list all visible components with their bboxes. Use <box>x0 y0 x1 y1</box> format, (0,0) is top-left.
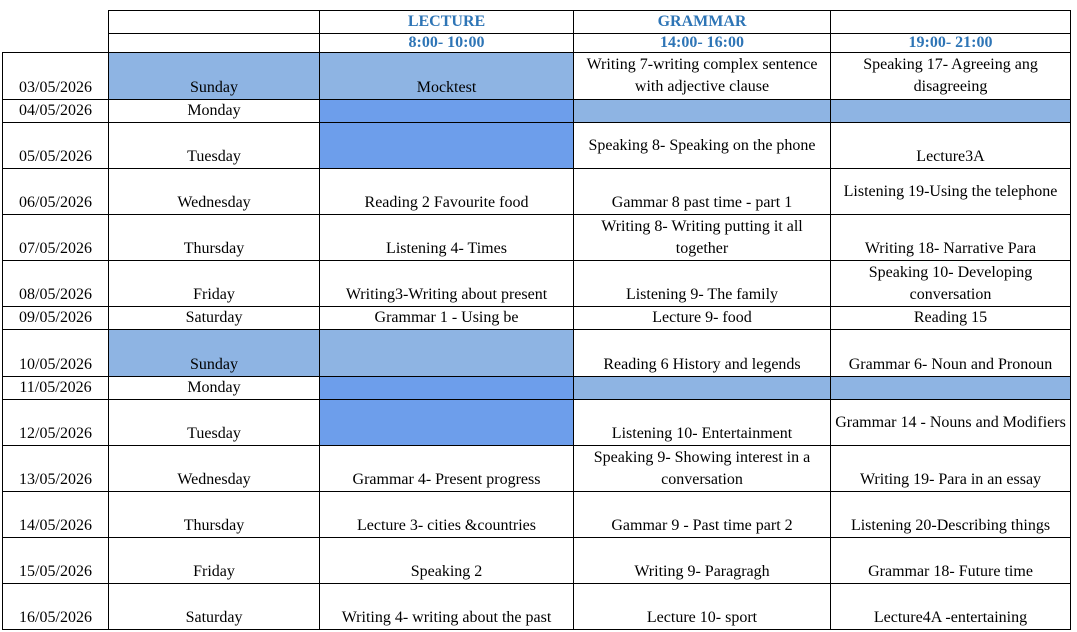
table-row <box>3 400 1071 446</box>
slot-evening <box>831 377 1071 400</box>
date-cell: 03/05/2026 <box>3 53 109 100</box>
schedule-table <box>2 10 1071 630</box>
slot-lecture: Writing3-Writing about present <box>320 261 574 307</box>
slot-grammar: Lecture 10- sport <box>574 584 831 630</box>
slot-evening: Grammar 14 - Nouns and Modifiers <box>831 400 1071 446</box>
day-cell: Tuesday <box>109 123 320 169</box>
slot-lecture: Lecture 3- cities &countries <box>320 492 574 538</box>
table-row <box>3 538 1071 584</box>
date-cell: 06/05/2026 <box>3 169 109 215</box>
corner-cell-2 <box>3 34 109 53</box>
day-cell: Sunday <box>109 53 320 100</box>
date-cell: 07/05/2026 <box>3 215 109 261</box>
slot-grammar <box>574 377 831 400</box>
date-cell: 16/05/2026 <box>3 584 109 630</box>
day-cell: Wednesday <box>109 169 320 215</box>
header-lecture: LECTURE <box>320 11 574 34</box>
header-row-times <box>3 34 1071 53</box>
table-row <box>3 492 1071 538</box>
day-cell: Monday <box>109 100 320 123</box>
day-cell: Thursday <box>109 215 320 261</box>
slot-evening: Grammar 18- Future time <box>831 538 1071 584</box>
time-evening: 19:00- 21:00 <box>831 34 1071 53</box>
slot-evening: Lecture4A -entertaining <box>831 584 1071 630</box>
slot-evening: Writing 19- Para in an essay <box>831 446 1071 492</box>
header-evening <box>831 11 1071 34</box>
slot-evening: Writing 18- Narrative Para <box>831 215 1071 261</box>
day-cell: Tuesday <box>109 400 320 446</box>
table-row <box>3 584 1071 630</box>
header-grammar: GRAMMAR <box>574 11 831 34</box>
time-lecture: 8:00- 10:00 <box>320 34 574 53</box>
slot-grammar: Gammar 8 past time - part 1 <box>574 169 831 215</box>
date-cell: 11/05/2026 <box>3 377 109 400</box>
date-cell: 10/05/2026 <box>3 330 109 377</box>
header-row-titles <box>3 11 1071 34</box>
date-cell: 12/05/2026 <box>3 400 109 446</box>
slot-grammar: Speaking 8- Speaking on the phone <box>574 123 831 169</box>
slot-evening: Listening 20-Describing things <box>831 492 1071 538</box>
slot-lecture <box>320 377 574 400</box>
time-grammar: 14:00- 16:00 <box>574 34 831 53</box>
slot-lecture: Grammar 1 - Using be <box>320 307 574 330</box>
table-row <box>3 261 1071 307</box>
slot-evening: Speaking 10- Developing conversation <box>831 261 1071 307</box>
date-cell: 09/05/2026 <box>3 307 109 330</box>
slot-grammar: Writing 9- Paragragh <box>574 538 831 584</box>
header-empty <box>109 11 320 34</box>
slot-lecture <box>320 100 574 123</box>
table-row <box>3 446 1071 492</box>
table-row <box>3 215 1071 261</box>
slot-lecture: Reading 2 Favourite food <box>320 169 574 215</box>
table-row <box>3 123 1071 169</box>
slot-evening: Speaking 17- Agreeing ang disagreeing <box>831 53 1071 100</box>
slot-lecture: Listening 4- Times <box>320 215 574 261</box>
slot-grammar <box>574 100 831 123</box>
date-cell: 14/05/2026 <box>3 492 109 538</box>
slot-grammar: Lecture 9- food <box>574 307 831 330</box>
slot-grammar: Reading 6 History and legends <box>574 330 831 377</box>
slot-grammar: Speaking 9- Showing interest in a conversation <box>574 446 831 492</box>
slot-evening: Grammar 6- Noun and Pronoun <box>831 330 1071 377</box>
slot-lecture: Speaking 2 <box>320 538 574 584</box>
slot-lecture <box>320 123 574 169</box>
header-empty-2 <box>109 34 320 53</box>
slot-lecture: Writing 4- writing about the past <box>320 584 574 630</box>
day-cell: Wednesday <box>109 446 320 492</box>
day-cell: Sunday <box>109 330 320 377</box>
slot-lecture: Mocktest <box>320 53 574 100</box>
table-row <box>3 377 1071 400</box>
slot-grammar: Writing 7-writing complex sentence with adjective clause <box>574 53 831 100</box>
slot-evening: Reading 15 <box>831 307 1071 330</box>
table-row <box>3 307 1071 330</box>
day-cell: Saturday <box>109 584 320 630</box>
slot-evening: Lecture3A <box>831 123 1071 169</box>
slot-evening: Listening 19-Using the telephone <box>831 169 1071 215</box>
slot-lecture <box>320 400 574 446</box>
day-cell: Monday <box>109 377 320 400</box>
slot-evening <box>831 100 1071 123</box>
slot-lecture: Grammar 4- Present progress <box>320 446 574 492</box>
date-cell: 05/05/2026 <box>3 123 109 169</box>
date-cell: 13/05/2026 <box>3 446 109 492</box>
day-cell: Friday <box>109 538 320 584</box>
date-cell: 08/05/2026 <box>3 261 109 307</box>
day-cell: Thursday <box>109 492 320 538</box>
date-cell: 04/05/2026 <box>3 100 109 123</box>
slot-lecture <box>320 330 574 377</box>
date-cell: 15/05/2026 <box>3 538 109 584</box>
table-row <box>3 53 1071 100</box>
table-row <box>3 330 1071 377</box>
table-row <box>3 169 1071 215</box>
day-cell: Saturday <box>109 307 320 330</box>
corner-cell <box>3 11 109 34</box>
day-cell: Friday <box>109 261 320 307</box>
slot-grammar: Gammar 9 - Past time part 2 <box>574 492 831 538</box>
slot-grammar: Listening 9- The family <box>574 261 831 307</box>
table-row <box>3 100 1071 123</box>
slot-grammar: Writing 8- Writing putting it all together <box>574 215 831 261</box>
slot-grammar: Listening 10- Entertainment <box>574 400 831 446</box>
